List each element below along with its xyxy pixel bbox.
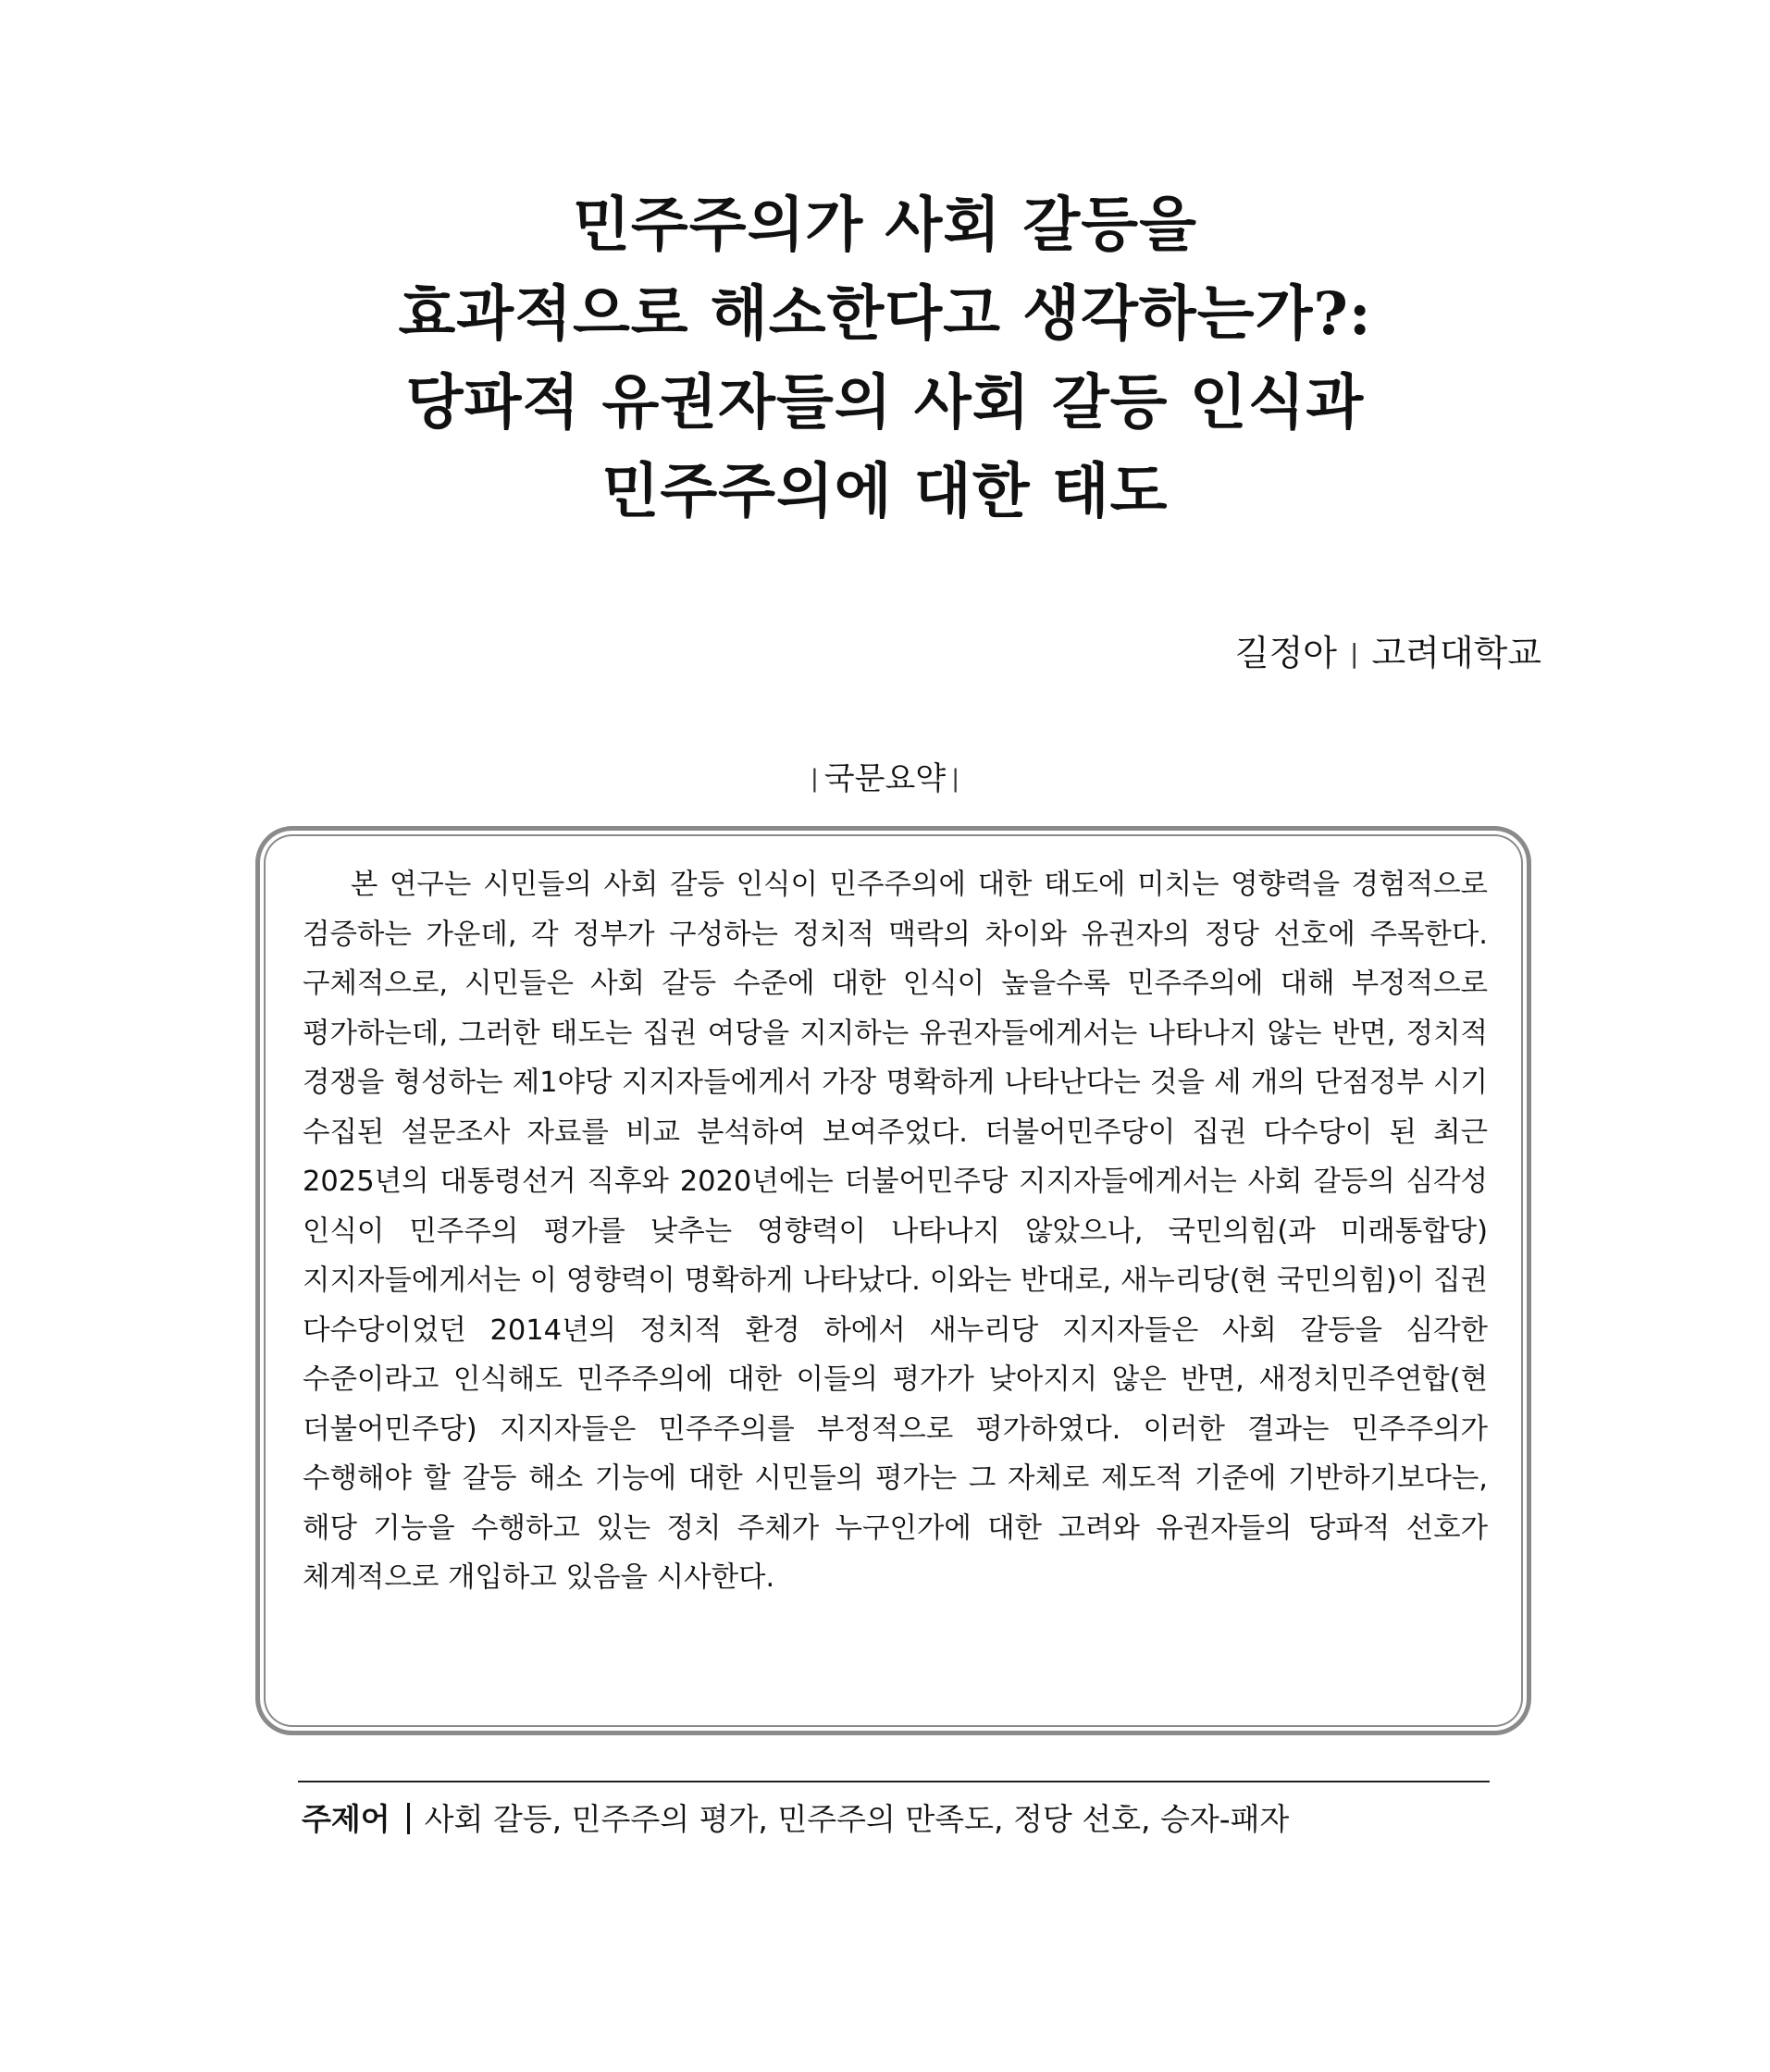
author-name: 길정아 (1234, 633, 1338, 673)
paper-title (0, 181, 1770, 536)
keywords-separator (407, 1803, 410, 1834)
author-info (1235, 627, 1541, 680)
abstract-heading-label: 국문요약 (823, 760, 947, 797)
abstract-heading (0, 756, 1770, 802)
title-line-3: 당파적 유권자들의 사회 갈등 인식과 (405, 368, 1365, 438)
keywords-line (302, 1796, 1289, 1843)
title-line-1: 민주주의가 사회 갈등을 (573, 191, 1197, 260)
keywords-label: 주제어 (302, 1801, 390, 1837)
author-affiliation: 고려대학교 (1371, 633, 1541, 673)
title-line-4: 민주주의에 대한 태도 (601, 457, 1169, 526)
author-separator: | (1350, 638, 1359, 669)
abstract-heading-right-bar: | (951, 765, 959, 793)
keywords-text: 사회 갈등, 민주주의 평가, 민주주의 만족도, 정당 선호, 승자-패자 (424, 1801, 1290, 1837)
abstract-box (255, 826, 1531, 1735)
abstract-heading-left-bar: | (811, 765, 819, 793)
title-line-2: 효과적으로 해소한다고 생각하는가?: (398, 279, 1372, 349)
keywords-divider (298, 1781, 1490, 1782)
abstract-text: 본 연구는 시민들의 사회 갈등 인식이 민주주의에 대한 태도에 미치는 영향력을 경험적으로 검증하는 가운데, 각 정부가 구성하는 정치적 맥락의 차이와 유권자의 정당 선호에 주목한다. 구체적으로, 시민들은 사회 갈등 수준에 대한 인식이 높을수록 민주주의에 대해 부정적으로 평가하는데, 그러한 태도는 집권 여당을 지지하는 유권자들에게서는 나타나지 않는 반면, 정치적 경쟁을 형성하는 제1야당 지지자들에게서 가장 명확하게 나타난다는 것을 세 개의 단점정부 시기 수집된 설문조사 자료를 비교 분석하여 보여주었다. 더불어민주당이 집권 다수당이 된 최근 2025년의 대통령선거 직후와 2020년에는 더불어민주당 지지자들에게서는 사회 갈등의 심각성 인식이 민주주의 평가를 낮추는 영향력이 나타나지 않았으나, 국민의힘(과 미래통합당) 지지자들에게서는 이 영향력이 명확하게 나타났다. 이와는 반대로, 새누리당(현 국민의힘)이 집권 다수당이었던 2014년의 정치적 환경 하에서 새누리당 지지자들은 사회 갈등을 심각한 수준이라고 인식해도 민주주의에 대한 이들의 평가가 낮아지지 않은 반면, 새정치민주연합(현 더불어민주당) 지지자들은 민주주의를 부정적으로 평가하였다. 이러한 결과는 민주주의가 수행해야 할 갈등 해소 기능에 대한 시민들의 평가는 그 자체로 제도적 기준에 기반하기보다는, 해당 기능을 수행하고 있는 정치 주체가 누구인가에 대한 고려와 유권자들의 당파적 선호가 체계적으로 개입하고 있음을 시사한다. (303, 869, 1488, 1594)
